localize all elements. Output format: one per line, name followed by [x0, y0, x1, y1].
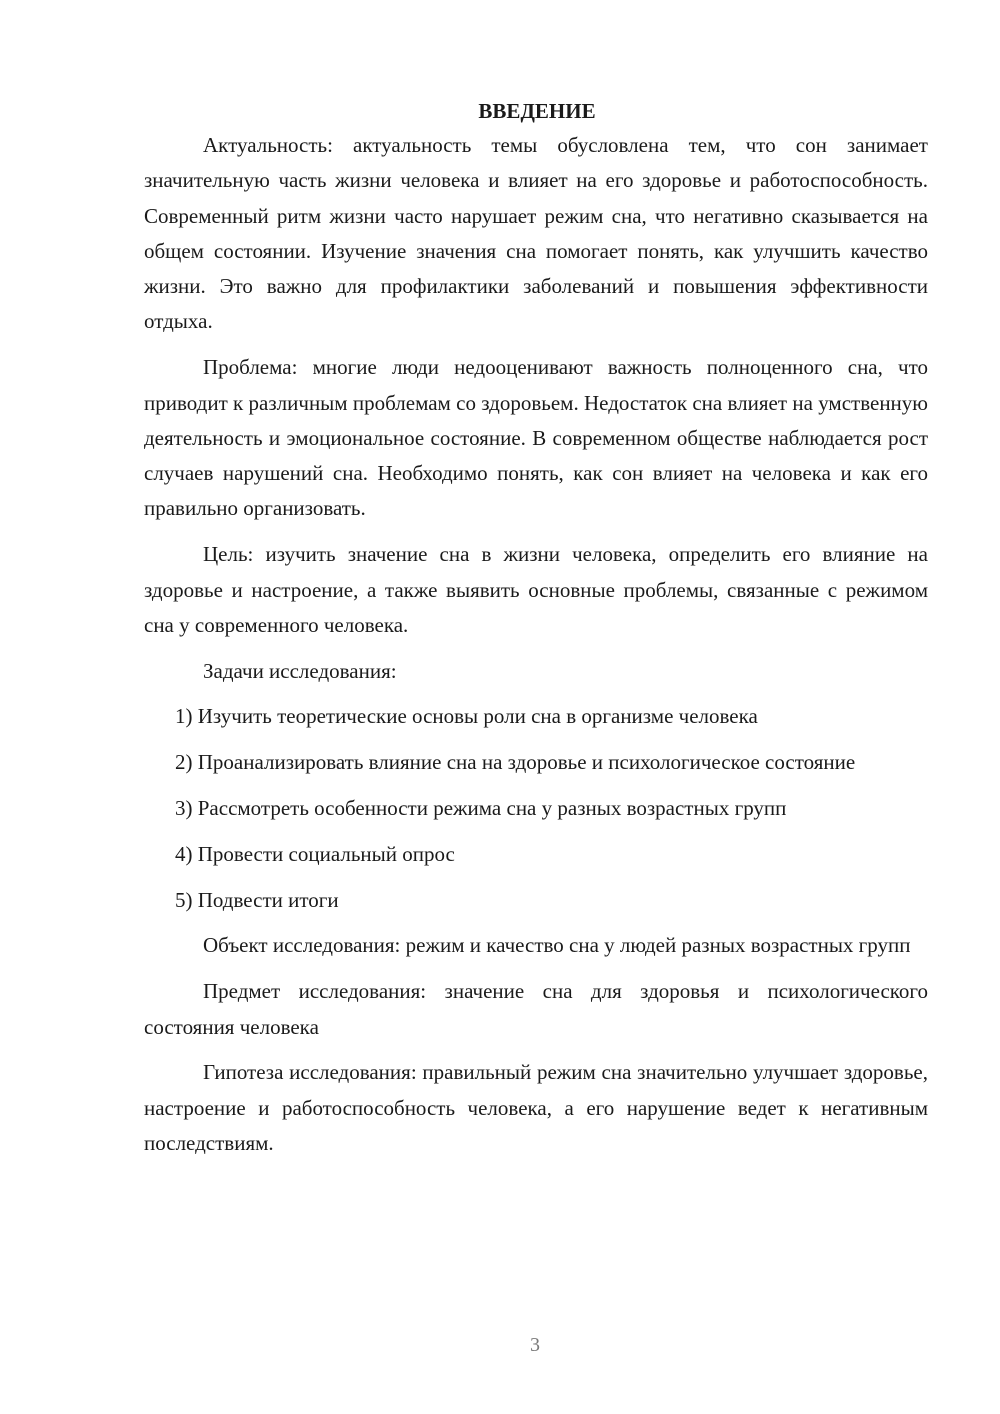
page-number: 3 [530, 1334, 540, 1356]
task-item-2: 2) Проанализировать влияние сна на здоровье и психологическое состояние [175, 750, 856, 775]
section-heading: ВВЕДЕНИЕ [478, 99, 596, 123]
document-page [144, 94, 928, 1172]
task-item-5: 5) Подвести итоги [175, 887, 339, 912]
task-item-4: 4) Провести социальный опрос [175, 841, 455, 866]
paragraph-tasks-heading: Задачи исследования: [203, 658, 397, 683]
task-item-1: 1) Изучить теоретические основы роли сна в организме человека [175, 704, 758, 729]
paragraph-problem: Проблема: многие люди недооценивают важность полноценного сна, что приводит к различным проблемам со здоровьем. Недостаток сна влияет на умственную деятельность и эмоциональное состояние. В современном обществе наблюдается рост случаев нарушений сна. Необходимо понять, как сон влияет на человека и как его правильно организовать. [144, 355, 928, 521]
paragraph-hypothesis: Гипотеза исследования: правильный режим сна значительно улучшает здоровье, настроение и работоспособность человека, а его нарушение ведет к негативным последствиям. [144, 1060, 928, 1155]
paragraph-subject: Предмет исследования: значение сна для здоровья и психологического состояния человека [144, 979, 928, 1039]
paragraph-relevance: Актуальность: актуальность темы обусловлена тем, что сон занимает значительную часть жизни человека и влияет на его здоровье и работоспособность. Современный ритм жизни часто нарушает режим сна, что негативно сказывается на общем состоянии. Изучение значения сна помогает понять, как улучшить качество жизни. Это важно для профилактики заболеваний и повышения эффективности отдыха. [144, 133, 928, 334]
task-item-3: 3) Рассмотреть особенности режима сна у разных возрастных групп [175, 796, 787, 821]
paragraph-goal: Цель: изучить значение сна в жизни человека, определить его влияние на здоровье и настроение, а также выявить основные проблемы, связанные с режимом сна у современного человека. [144, 542, 928, 637]
paragraph-object: Объект исследования: режим и качество сна у людей разных возрастных групп [203, 933, 911, 958]
